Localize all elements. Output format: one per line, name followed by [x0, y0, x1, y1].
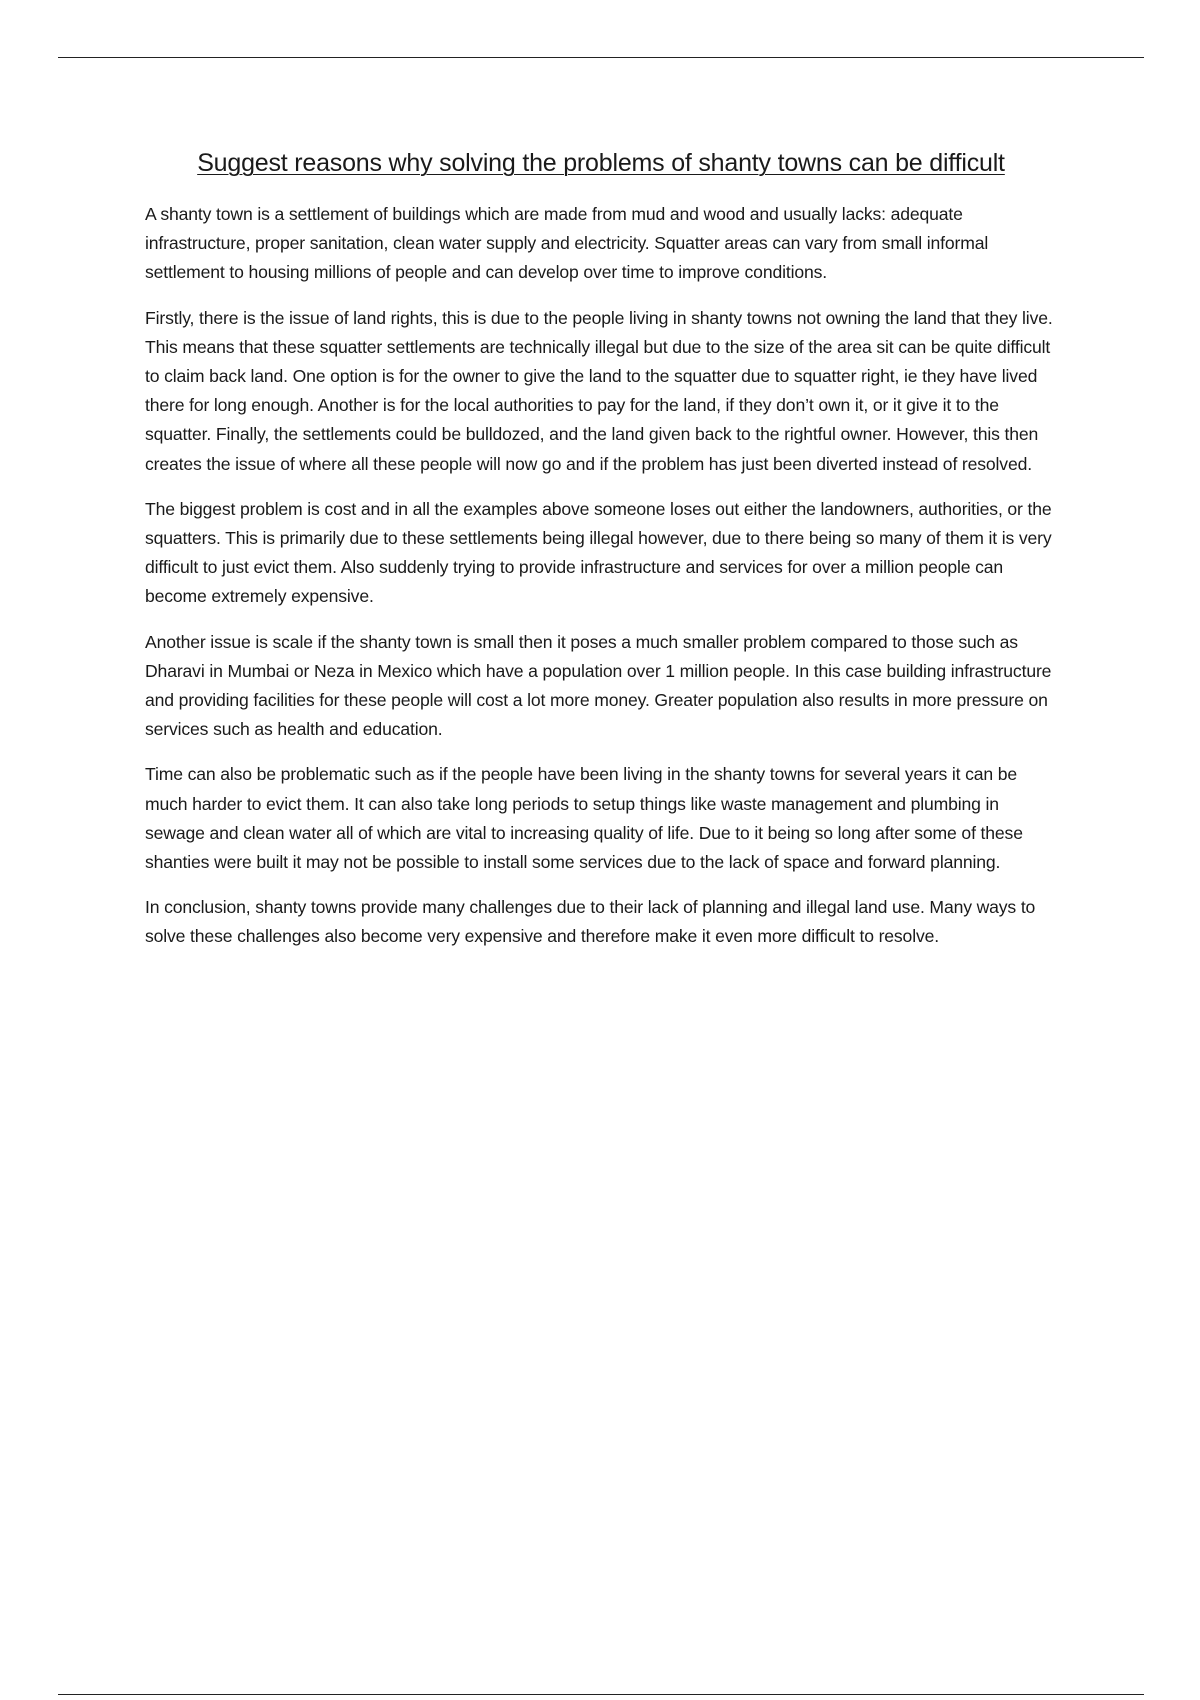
paragraph-introduction: A shanty town is a settlement of buildings which are made from mud and wood and usually lacks: adequate infrastructure, proper sanitation, clean water supply and electricity. Squatter areas can vary from small informal settlement to housing millions of people and can develop over time to improve conditions. [145, 204, 989, 283]
paragraph-cost: The biggest problem is cost and in all the examples above someone loses out either the landowners, authorities, or the squatters. This is primarily due to these settlements being illegal however, due to there being so many of them it is very difficult to just evict them. Also suddenly trying to provide infrastructure and services for over a million people can become extremely expensive. [145, 498, 1052, 607]
paragraph-time: Time can also be problematic such as if the people have been living in the shanty towns for several years it can be much harder to evict them. It can also take long periods to setup things like waste management and plumbing in sewage and clean water all of which are vital to increasing quality of life. Due to it being so long after some of these shanties were built it may not be possible to install some services due to the lack of space and forward planning. [145, 764, 1023, 873]
document-page [145, 146, 1057, 968]
paragraph-conclusion: In conclusion, shanty towns provide many challenges due to their lack of planning and illegal land use. Many ways to solve these challenges also become very expensive and therefore make it even more difficult to resolve. [145, 897, 1036, 947]
paragraph-land-rights: Firstly, there is the issue of land rights, this is due to the people living in shanty towns not owning the land that they live. This means that these squatter settlements are technically illegal but due to the size of the area sit can be quite difficult to claim back land. One option is for the owner to give the land to the squatter due to squatter right, ie they have lived there for long enough. Another is for the local authorities to pay for the land, if they don’t own it, or it give it to the squatter. Finally, the settlements could be bulldozed, and the land given back to the rightful owner. However, this then creates the issue of where all these people will now go and if the problem has just been diverted instead of resolved. [145, 307, 1053, 474]
paragraph-scale: Another issue is scale if the shanty town is small then it poses a much smaller problem compared to those such as Dharavi in Mumbai or Neza in Mexico which have a population over 1 million people. In this case building infrastructure and providing facilities for these people will cost a lot more money. Greater population also results in more pressure on services such as health and education. [145, 631, 1052, 740]
footer-rule [58, 1694, 1144, 1695]
header-rule [58, 57, 1144, 58]
document-title: Suggest reasons why solving the problems of shanty towns can be difficult [197, 149, 1005, 177]
